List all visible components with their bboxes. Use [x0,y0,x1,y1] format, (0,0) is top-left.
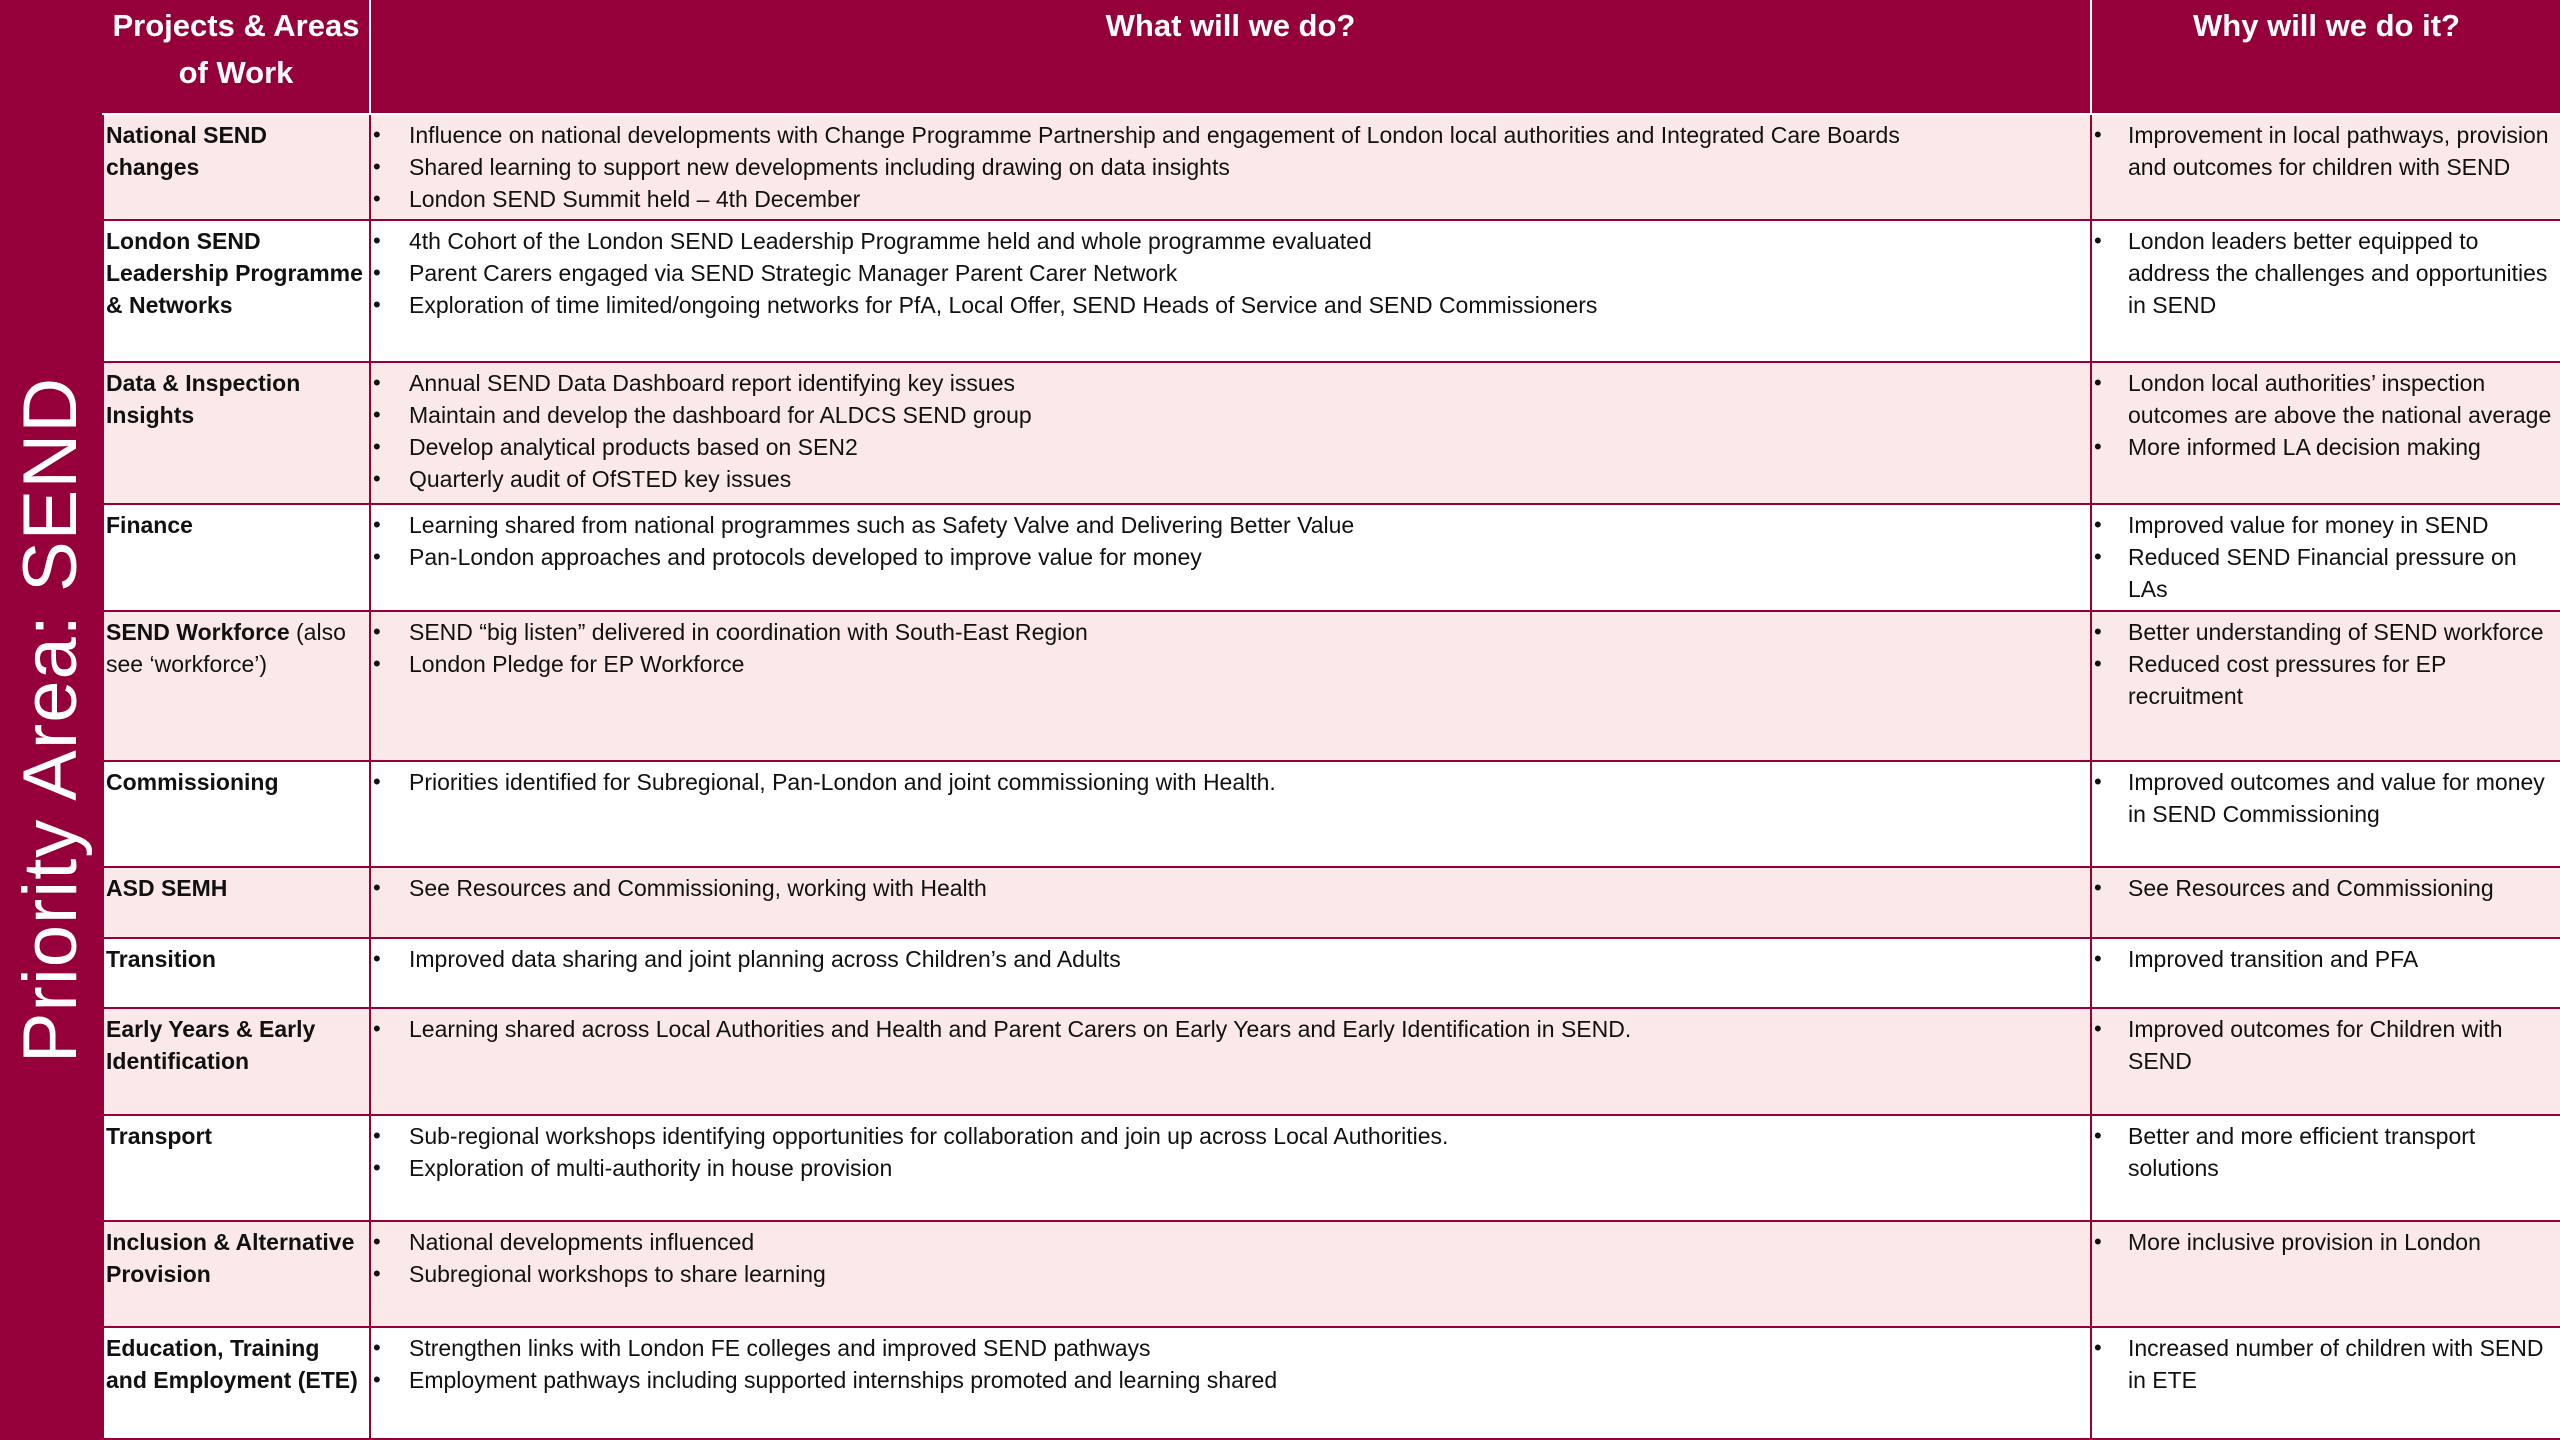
what-item: • Improved data sharing and joint planning across Children’s and Adults [373,943,2087,975]
why-list [2094,367,2557,463]
why-item: • Improved transition and PFA [2094,943,2557,975]
what-list [373,1226,2087,1290]
table-row [103,611,2560,761]
header-projects: Projects & Areas of Work [103,0,370,114]
what-item: • Sub-regional workshops identifying opportunities for collaboration and join up across Local Authorities. [373,1120,2087,1152]
project-cell [103,938,370,1008]
why-item: • Reduced SEND Financial pressure on LAs [2094,541,2557,605]
project-name: Transport [106,1123,213,1149]
table-row [103,1008,2560,1115]
what-cell [370,1327,2091,1439]
why-list [2094,1120,2557,1184]
why-list [2094,119,2557,183]
project-name: Transition [106,946,216,972]
why-list [2094,225,2557,321]
why-item: • More inclusive provision in London [2094,1226,2557,1258]
project-name: Data & Inspection Insights [106,370,301,428]
table-row [103,362,2560,504]
table-row [103,220,2560,362]
table-row [103,938,2560,1008]
why-cell [2091,1115,2560,1221]
project-name: ASD SEMH [106,875,228,901]
what-item: • See Resources and Commissioning, working with Health [373,872,2087,904]
why-item: • Improved value for money in SEND [2094,509,2557,541]
what-item: • Shared learning to support new developments including drawing on data insights [373,151,2087,183]
what-item: • London SEND Summit held – 4th December [373,183,2087,215]
table-body [103,114,2560,1439]
project-cell [103,611,370,761]
priority-area-title: Priority Area: SEND [8,376,93,1064]
what-cell [370,761,2091,867]
table-header-row [103,0,2560,114]
table-row [103,504,2560,611]
what-item: • London Pledge for EP Workforce [373,648,2087,680]
why-cell [2091,611,2560,761]
what-item: • SEND “big listen” delivered in coordination with South-East Region [373,616,2087,648]
why-item: • Improvement in local pathways, provision and outcomes for children with SEND [2094,119,2557,183]
why-cell [2091,504,2560,611]
table-row [103,1115,2560,1221]
header-what: What will we do? [370,0,2091,114]
what-list [373,943,2087,975]
why-cell [2091,938,2560,1008]
what-item: • National developments influenced [373,1226,2087,1258]
what-item: • Employment pathways including supported internships promoted and learning shared [373,1364,2087,1396]
why-list [2094,616,2557,712]
why-item: • More informed LA decision making [2094,431,2557,463]
project-cell [103,761,370,867]
project-cell [103,220,370,362]
what-cell [370,1008,2091,1115]
what-item: • Pan-London approaches and protocols developed to improve value for money [373,541,2087,573]
what-cell [370,1221,2091,1327]
what-item: • Subregional workshops to share learning [373,1258,2087,1290]
table-row [103,114,2560,220]
what-list [373,1013,2087,1045]
what-cell [370,1115,2091,1221]
what-item: • Parent Carers engaged via SEND Strategic Manager Parent Carer Network [373,257,2087,289]
project-name: Education, Training and Employment (ETE) [106,1335,358,1393]
what-list [373,766,2087,798]
why-list [2094,1332,2557,1396]
why-list [2094,766,2557,830]
why-list [2094,943,2557,975]
what-list [373,1332,2087,1396]
what-cell [370,114,2091,220]
project-cell [103,1221,370,1327]
what-item: • Strengthen links with London FE colleges and improved SEND pathways [373,1332,2087,1364]
project-cell [103,1115,370,1221]
what-item: • Maintain and develop the dashboard for ALDCS SEND group [373,399,2087,431]
why-item: • London local authorities’ inspection outcomes are above the national average [2094,367,2557,431]
what-item: • Develop analytical products based on SEN2 [373,431,2087,463]
what-item: • Learning shared from national programmes such as Safety Valve and Delivering Better Value [373,509,2087,541]
header-why: Why will we do it? [2091,0,2560,114]
why-list [2094,1226,2557,1258]
what-list [373,119,2087,215]
send-work-table [102,0,2560,1440]
what-cell [370,611,2091,761]
why-item: • Better and more efficient transport solutions [2094,1120,2557,1184]
table-row [103,761,2560,867]
what-item: • Influence on national developments with Change Programme Partnership and engagement of London local authorities and Integrated Care Boards [373,119,2087,151]
what-item: • Quarterly audit of OfSTED key issues [373,463,2087,495]
why-item: • Better understanding of SEND workforce [2094,616,2557,648]
project-note: (also see ‘workforce’) [106,619,346,677]
why-cell [2091,761,2560,867]
why-item: • Reduced cost pressures for EP recruitment [2094,648,2557,712]
why-cell [2091,220,2560,362]
why-cell [2091,1221,2560,1327]
project-name: London SEND Leadership Programme & Networks [106,228,363,318]
what-item: • Annual SEND Data Dashboard report identifying key issues [373,367,2087,399]
what-list [373,872,2087,904]
why-list [2094,872,2557,904]
what-cell [370,220,2091,362]
why-item: • London leaders better equipped to address the challenges and opportunities in SEND [2094,225,2557,321]
why-cell [2091,867,2560,938]
project-cell [103,362,370,504]
what-list [373,616,2087,680]
project-name: National SEND changes [106,122,268,180]
why-list [2094,509,2557,605]
project-name: Early Years & Early Identification [106,1016,316,1074]
why-list [2094,1013,2557,1077]
why-cell [2091,114,2560,220]
why-cell [2091,1008,2560,1115]
project-cell [103,114,370,220]
what-list [373,509,2087,573]
what-cell [370,504,2091,611]
project-cell [103,1327,370,1439]
what-item: • Priorities identified for Subregional, Pan-London and joint commissioning with Health. [373,766,2087,798]
project-name: SEND Workforce [106,619,290,645]
why-item: • Improved outcomes for Children with SEND [2094,1013,2557,1077]
project-cell [103,867,370,938]
why-item: • Improved outcomes and value for money in SEND Commissioning [2094,766,2557,830]
what-item: • Learning shared across Local Authorities and Health and Parent Carers on Early Years and Early Identification in SEND. [373,1013,2087,1045]
project-name: Finance [106,512,193,538]
what-list [373,1120,2087,1184]
what-cell [370,362,2091,504]
what-item: • Exploration of time limited/ongoing networks for PfA, Local Offer, SEND Heads of Service and SEND Commissioners [373,289,2087,321]
table-row [103,867,2560,938]
table-row [103,1327,2560,1439]
project-name: Inclusion & Alternative Provision [106,1229,355,1287]
why-cell [2091,362,2560,504]
project-cell [103,504,370,611]
why-item: • See Resources and Commissioning [2094,872,2557,904]
what-item: • Exploration of multi-authority in house provision [373,1152,2087,1184]
project-cell [103,1008,370,1115]
table-row [103,1221,2560,1327]
priority-area-sidebar [0,0,102,1440]
why-item: • Increased number of children with SEND in ETE [2094,1332,2557,1396]
what-item: • 4th Cohort of the London SEND Leadership Programme held and whole programme evaluated [373,225,2087,257]
what-list [373,225,2087,321]
what-cell [370,938,2091,1008]
what-cell [370,867,2091,938]
why-cell [2091,1327,2560,1439]
what-list [373,367,2087,495]
project-name: Commissioning [106,769,279,795]
